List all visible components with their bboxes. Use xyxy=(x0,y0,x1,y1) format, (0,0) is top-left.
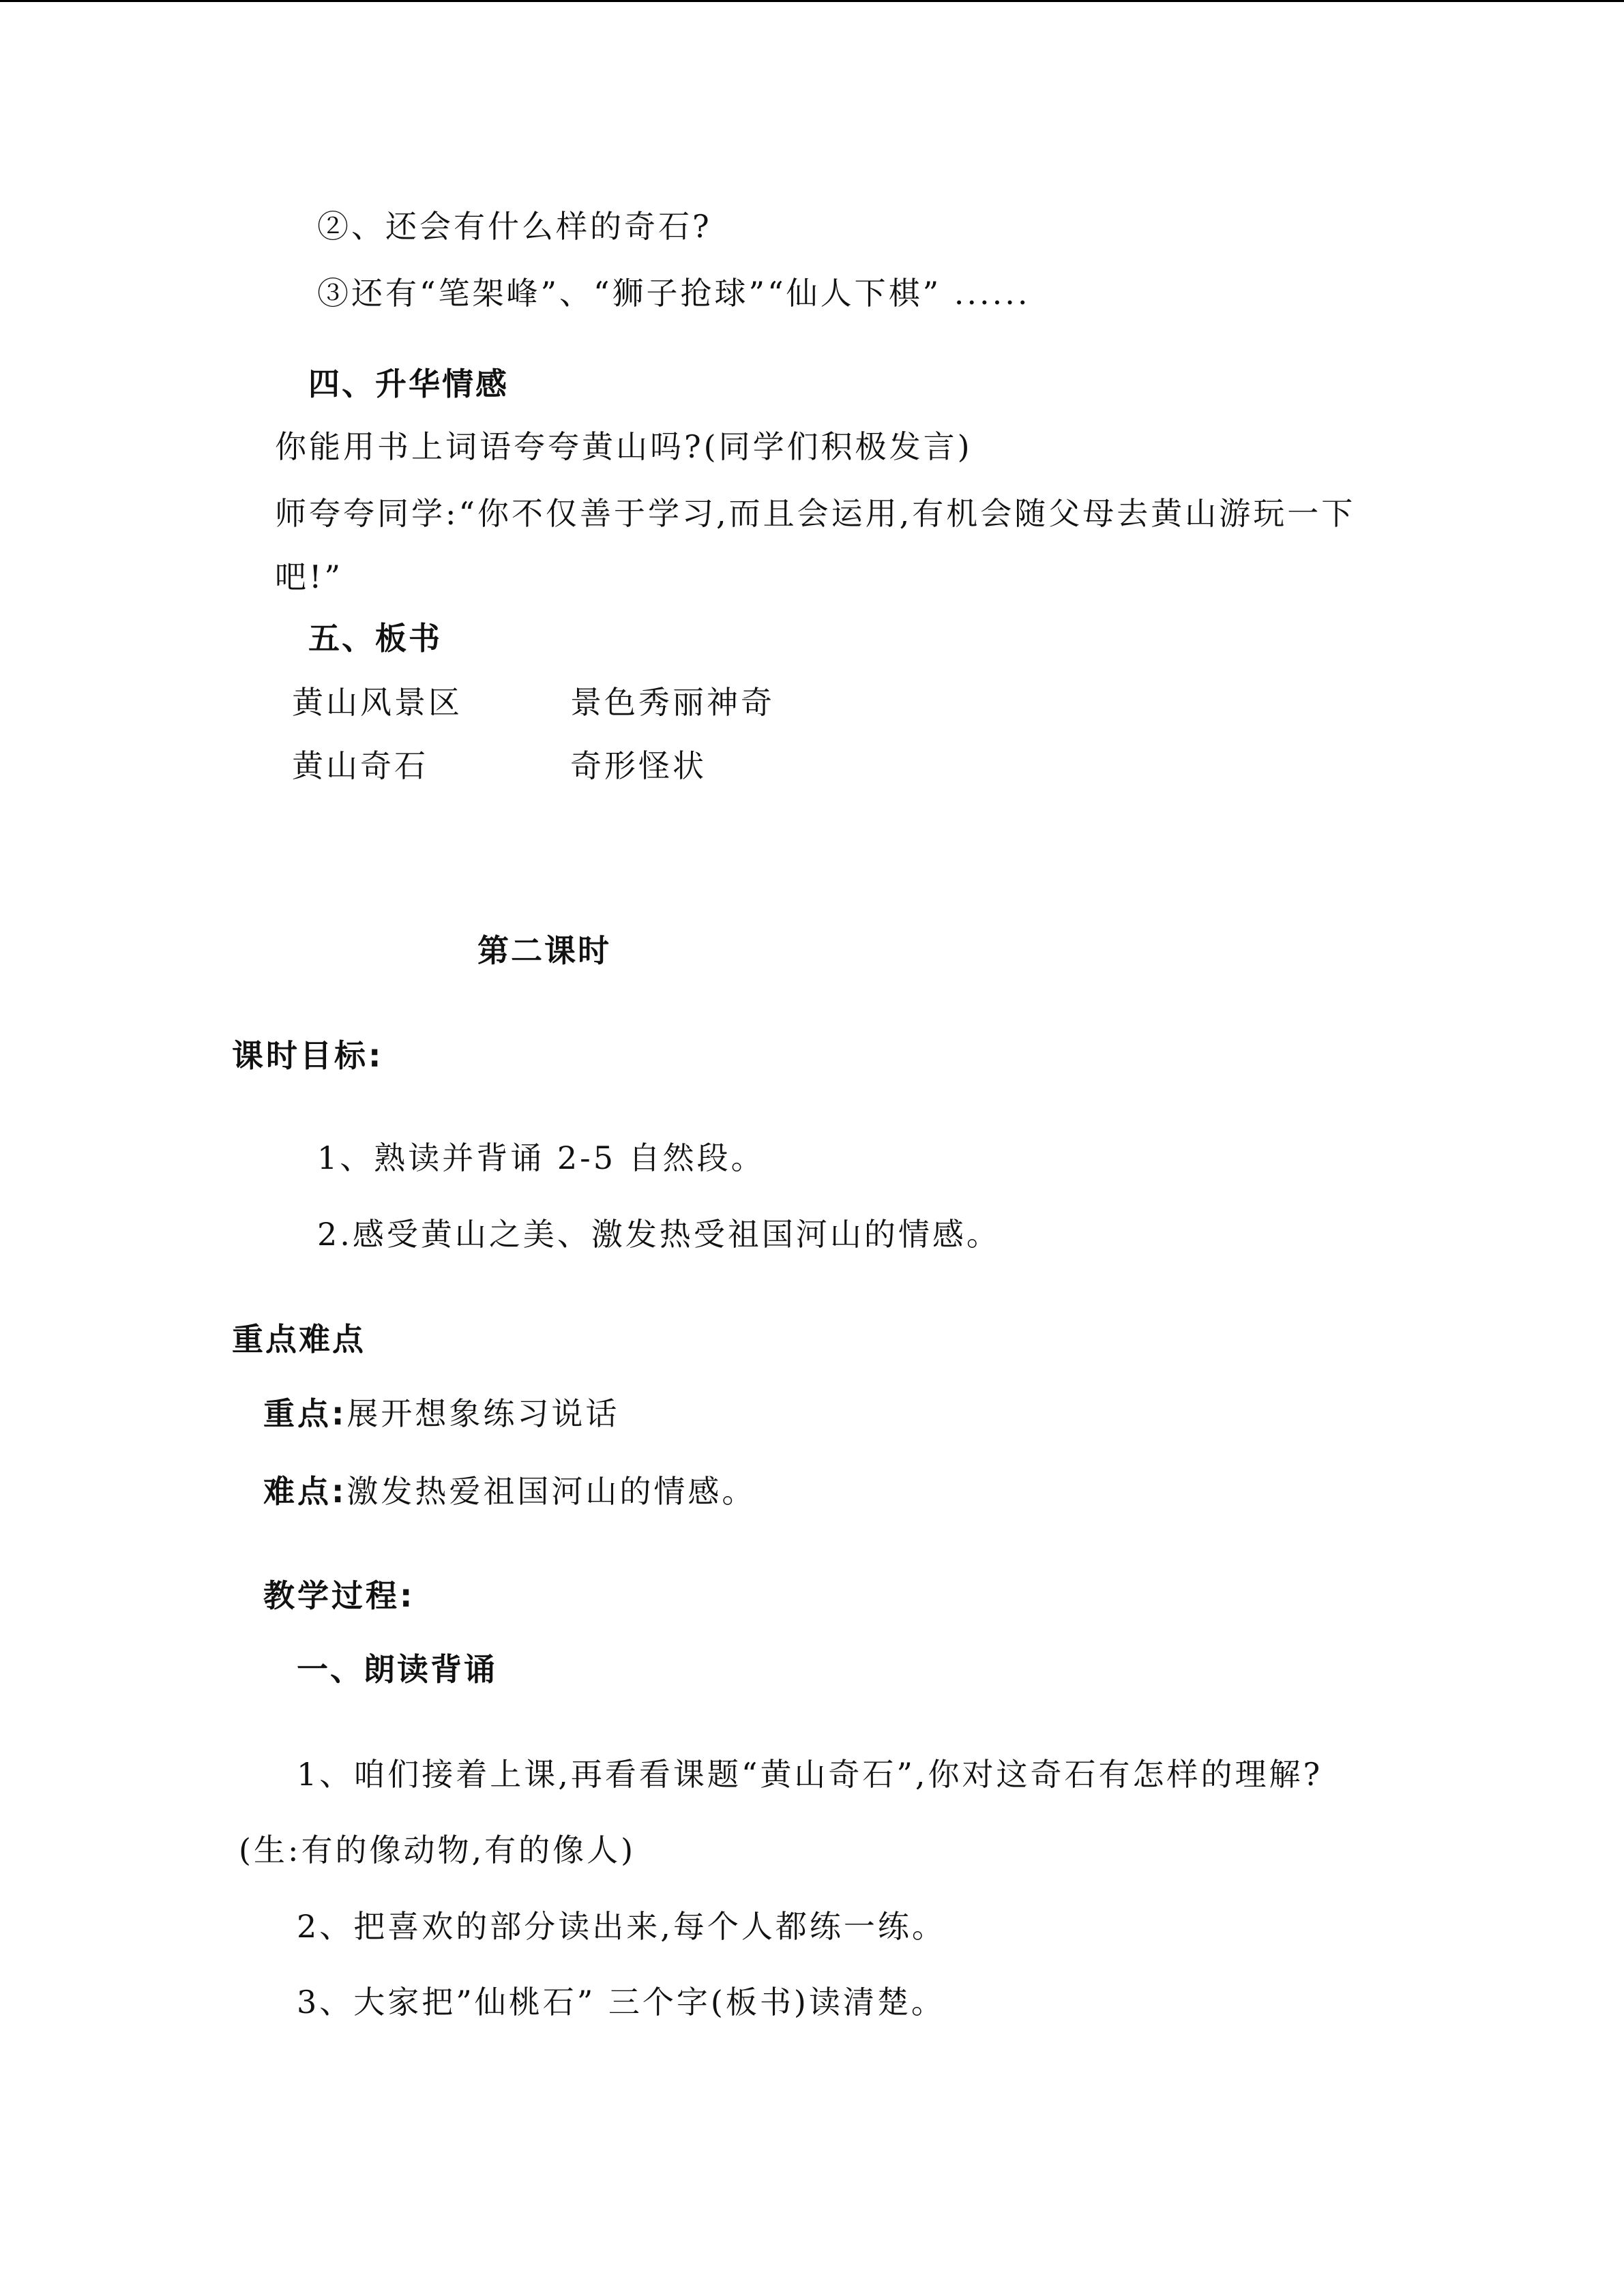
step-1-paragraph-3: 3、大家把”仙桃石” 三个字(板书)读清楚。 xyxy=(297,1984,945,2021)
board-row-1-left: 黄山风景区 xyxy=(292,684,462,721)
lesson-2-title: 第二课时 xyxy=(477,932,611,969)
section-4-heading: 四、升华情感 xyxy=(308,366,509,402)
key-point-label: 重点: xyxy=(263,1395,347,1432)
teaching-process-heading: 教学过程: xyxy=(263,1577,415,1614)
question-3: ③还有“笔架峰”、“狮子抢球”“仙人下棋” ...... xyxy=(317,275,1031,312)
difficulty-point xyxy=(263,1471,756,1512)
board-row-1-right: 景色秀丽神奇 xyxy=(570,684,775,721)
key-point-text: 展开想象练习说话 xyxy=(346,1395,620,1432)
section-4-paragraph-2: 师夸夸同学:“你不仅善于学习,而且会运用,有机会随父母去黄山游玩一下 xyxy=(275,495,1356,532)
objectives-heading: 课时目标: xyxy=(232,1037,384,1074)
step-1-paragraph-1-cont: (生:有的像动物,有的像人) xyxy=(239,1832,636,1868)
difficulty-label: 难点: xyxy=(263,1473,347,1510)
section-4-paragraph-1: 你能用书上词语夸夸黄山吗?(同学们积极发言) xyxy=(275,428,973,465)
section-4-paragraph-2-cont: 吧!” xyxy=(275,558,344,595)
section-5-heading: 五、板书 xyxy=(308,620,442,657)
step-1-paragraph-2: 2、把喜欢的部分读出来,每个人都练一练。 xyxy=(297,1908,946,1945)
question-2: ②、还会有什么样的奇石? xyxy=(317,208,712,245)
key-points-heading: 重点难点 xyxy=(232,1321,366,1358)
board-row-2-right: 奇形怪状 xyxy=(570,747,707,784)
objective-2: 2.感受黄山之美、激发热受祖国河山的情感。 xyxy=(317,1216,1001,1253)
objective-1: 1、熟读并背诵 2-5 自然段。 xyxy=(317,1139,765,1176)
step-1-heading: 一、朗读背诵 xyxy=(297,1651,497,1688)
page-top-border xyxy=(0,0,1624,2)
difficulty-text: 激发热爱祖国河山的情感。 xyxy=(346,1473,756,1510)
step-1-paragraph-1: 1、咱们接着上课,再看看课题“黄山奇石”,你对这奇石有怎样的理解? xyxy=(297,1756,1323,1793)
board-row-2-left: 黄山奇石 xyxy=(292,747,428,784)
key-point xyxy=(263,1393,619,1434)
